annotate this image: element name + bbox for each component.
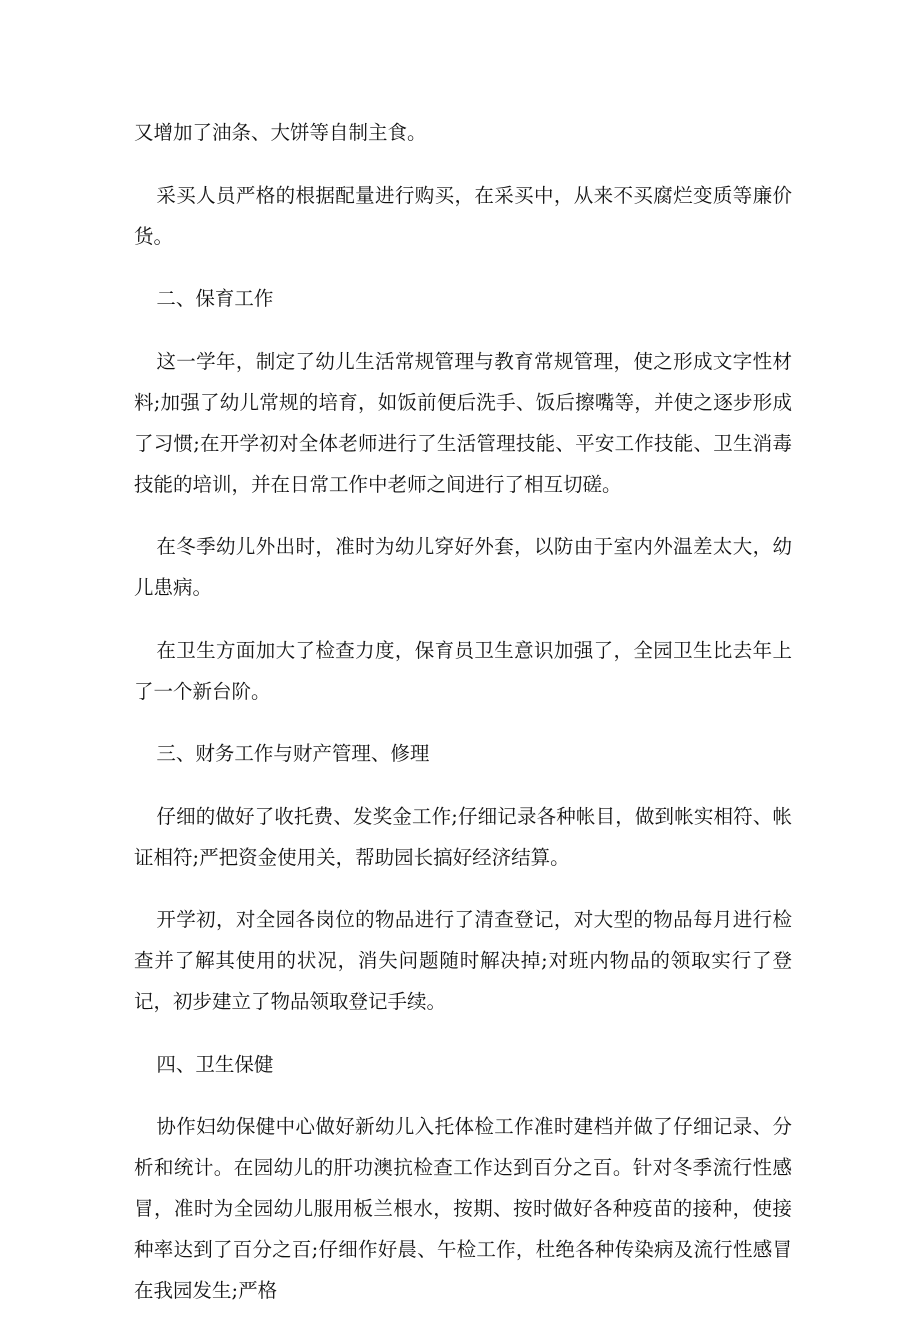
document-body	[134, 112, 792, 1333]
paragraph-routine-management: 这一学年，制定了幼儿生活常规管理与教育常规管理，使之形成文字性材料;加强了幼儿常规的培育，如饭前便后洗手、饭后擦嘴等，并使之逐步形成了习惯;在开学初对全体老师进行了生活管理技能、平安工作技能、卫生消毒技能的培训，并在日常工作中老师之间进行了相互切磋。	[134, 349, 792, 496]
section-heading-childcare: 二、保育工作	[156, 287, 274, 310]
section-heading-finance: 三、财务工作与财产管理、修理	[156, 742, 430, 765]
paragraph-health-checkups: 协作妇幼保健中心做好新幼儿入托体检工作准时建档并做了仔细记录、分析和统计。在园幼儿的肝功澳抗检查工作达到百分之百。针对冬季流行性感冒，准时为全园幼儿服用板兰根水，按期、按时做好各种疫苗的接种，使接种率达到了百分之百;仔细作好晨、午检工作，杜绝各种传染病及流行性感冒在我园发生;严格	[134, 1115, 792, 1302]
paragraph-winter-outing: 在冬季幼儿外出时，准时为幼儿穿好外套，以防由于室内外温差太大，幼儿患病。	[134, 535, 792, 599]
paragraph-accounts: 仔细的做好了收托费、发奖金工作;仔细记录各种帐目，做到帐实相符、帐证相符;严把资金使用关，帮助园长搞好经济结算。	[134, 804, 792, 869]
section-heading-health-care: 四、卫生保健	[156, 1052, 274, 1076]
paragraph-continuation: 又增加了油条、大饼等自制主食。	[134, 121, 427, 144]
paragraph-purchasing: 采买人员严格的根据配量进行购买，在采买中，从来不买腐烂变质等廉价货。	[134, 183, 792, 248]
paragraph-hygiene-inspection: 在卫生方面加大了检查力度，保育员卫生意识加强了，全园卫生比去年上了一个新台阶。	[134, 638, 792, 703]
paragraph-property-inventory: 开学初，对全园各岗位的物品进行了清查登记，对大型的物品每月进行检查并了解其使用的状况，消失问题随时解决掉;对班内物品的领取实行了登记，初步建立了物品领取登记手续。	[134, 908, 792, 1013]
